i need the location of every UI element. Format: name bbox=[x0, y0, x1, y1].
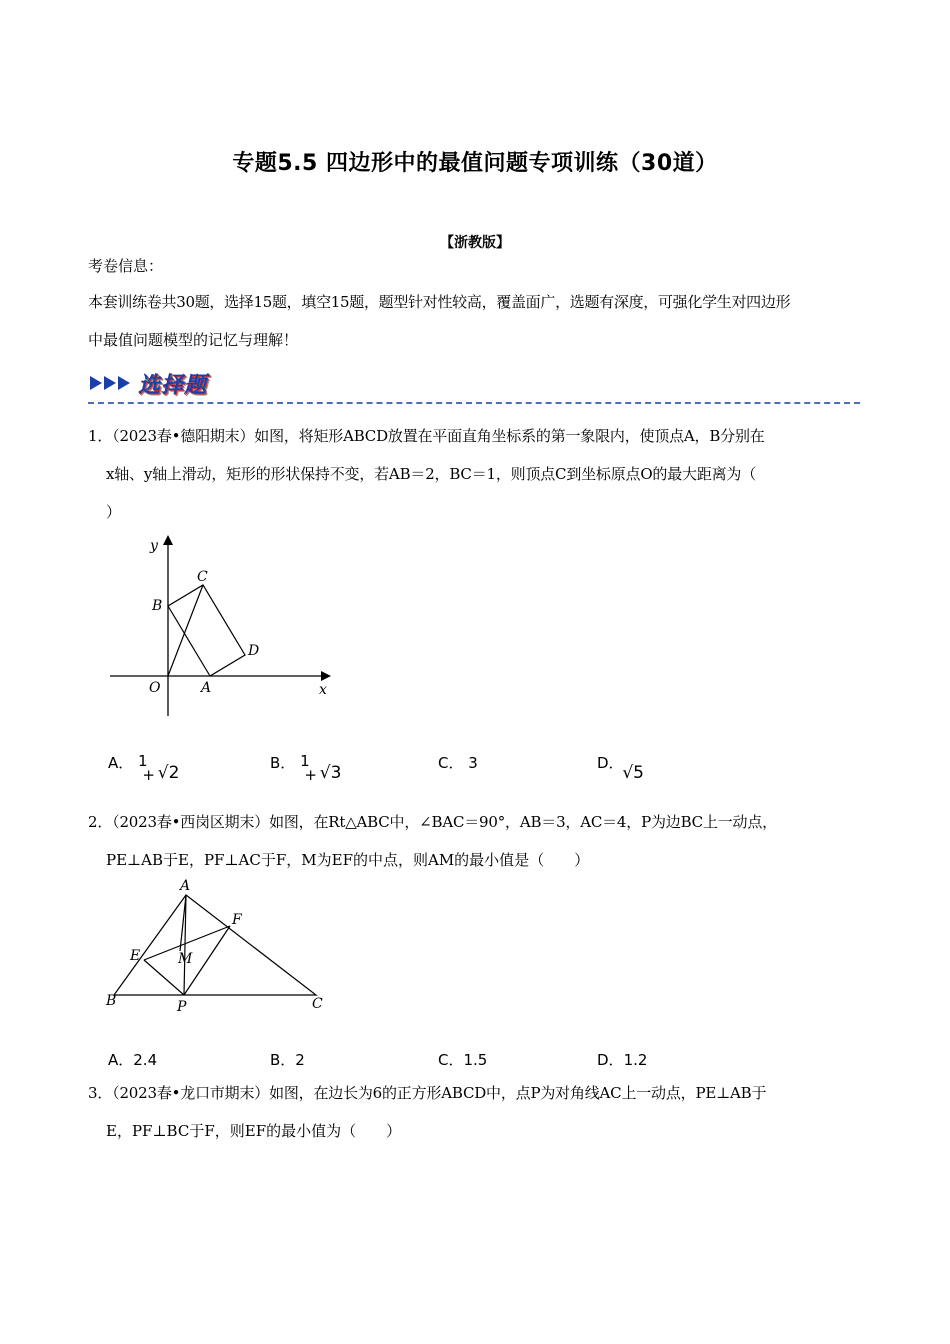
q2-option-c[interactable]: C．1.5 bbox=[438, 1051, 488, 1069]
q1-line-3: ） bbox=[106, 503, 122, 521]
q3-line-1: 3．（2023春•龙口市期末）如图，在边长为6的正方形ABCD中，点P为对角线AC上一动点，PE⊥AB于 bbox=[88, 1084, 767, 1102]
info-line-1: 本套训练卷共30题，选择15题，填空15题，题型针对性较高，覆盖面广，选题有深度，可强化学生对四边形 bbox=[88, 293, 791, 311]
info-label: 考卷信息： bbox=[88, 257, 164, 275]
banner-arrows-icon bbox=[90, 372, 138, 398]
info-line-2: 中最值问题模型的记忆与理解！ bbox=[88, 331, 299, 349]
q1-option-d[interactable]: D． √5 bbox=[597, 754, 644, 783]
q1-option-b[interactable]: B． 1 + √3 bbox=[270, 752, 342, 784]
section-title: 选择题 bbox=[138, 373, 208, 398]
q2-label-p: P bbox=[177, 999, 187, 1015]
section-divider bbox=[88, 402, 860, 404]
q1-option-a[interactable]: A． 1 + √2 bbox=[108, 752, 180, 784]
q1-label-d: D bbox=[248, 643, 260, 659]
q2-option-d[interactable]: D．1.2 bbox=[597, 1051, 648, 1069]
q1-line-1: 1．（2023春•德阳期末）如图，将矩形ABCD放置在平面直角坐标系的第一象限内，使顶点A，B分别在 bbox=[88, 427, 765, 445]
q1-label-y: y bbox=[150, 538, 158, 554]
q2-label-a: A bbox=[180, 878, 191, 894]
q1-line-2: x轴、y轴上滑动，矩形的形状保持不变，若AB＝2，BC＝1，则顶点C到坐标原点O的最大距离为（ bbox=[106, 465, 757, 483]
q2-label-c: C bbox=[312, 996, 323, 1012]
q2-label-m: M bbox=[178, 951, 193, 967]
q1-label-x: x bbox=[319, 682, 327, 698]
q3-line-2: E，PF⊥BC于F，则EF的最小值为（ ） bbox=[106, 1122, 402, 1140]
q2-label-b: B bbox=[106, 993, 117, 1009]
q1-label-b: B bbox=[152, 598, 163, 614]
q2-label-f: F bbox=[232, 912, 242, 928]
q1-label-o: O bbox=[149, 680, 161, 696]
q2-label-e: E bbox=[130, 948, 141, 964]
q1-label-c: C bbox=[197, 569, 208, 585]
q1-option-c[interactable]: C． 3 bbox=[438, 754, 478, 772]
q2-option-b[interactable]: B．2 bbox=[270, 1051, 305, 1069]
q2-option-a[interactable]: A．2.4 bbox=[108, 1051, 158, 1069]
q2-figure bbox=[100, 875, 335, 1015]
q2-line-1: 2．（2023春•西岗区期末）如图，在Rt△ABC中，∠BAC＝90°，AB＝3，AC＝4，P为边BC上一动点， bbox=[88, 813, 777, 831]
edition-label: 【浙教版】 bbox=[440, 235, 510, 251]
q2-line-2: PE⊥AB于E，PF⊥AC于F，M为EF的中点，则AM的最小值是（ ） bbox=[106, 851, 590, 869]
q1-label-a: A bbox=[201, 680, 212, 696]
page-title: 专题5.5 四边形中的最值问题专项训练（30道） bbox=[232, 151, 718, 176]
q1-figure bbox=[105, 530, 345, 722]
